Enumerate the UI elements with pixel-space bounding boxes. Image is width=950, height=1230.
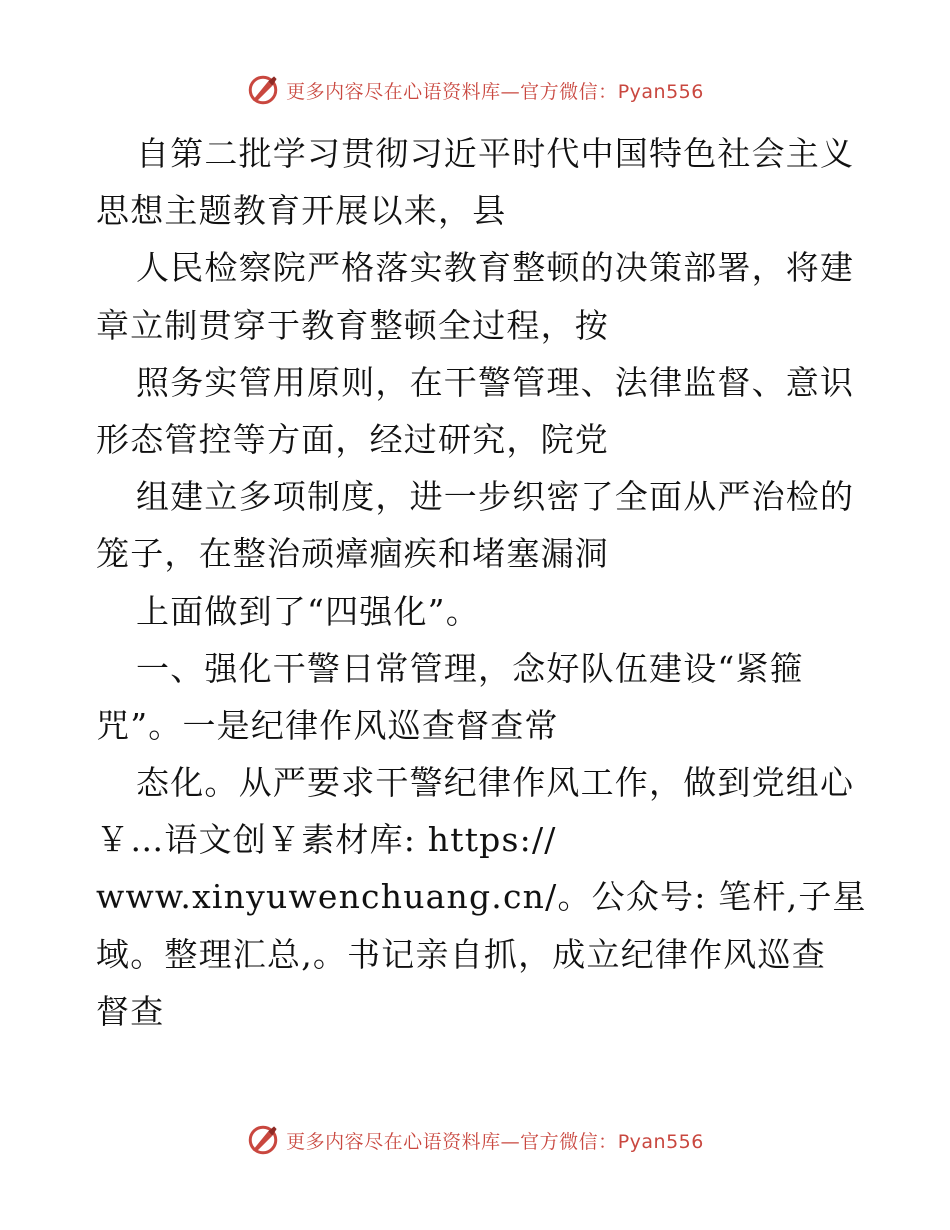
body-line: 思想主题教育开展以来，县 [96,191,507,231]
body-line: 域。整理汇总,。书记亲自抓，成立纪律作风巡查 [96,934,826,974]
footer-dash: — [500,1130,521,1153]
body-line: 人民检察院严格落实教育整顿的决策部署，将建 [136,248,855,288]
header-banner [0,70,950,110]
footer-banner [0,1120,950,1160]
body-line: 督查 [96,991,165,1031]
header-banner-text [286,77,704,104]
footer-banner-text [286,1127,704,1154]
footer-wechat-label: 官方微信： [520,1130,618,1153]
body-line: 形态管控等方面，经过研究，院党 [96,419,609,459]
body-line: 自第二批学习贯彻习近平时代中国特色社会主义 [136,134,855,173]
document-body [96,125,886,1040]
header-wechat-label: 官方微信： [520,80,618,103]
body-line: www.xinyuwenchuang.cn/。公众号: 笔杆,子星 [96,877,867,917]
footer-brand: 更多内容尽在心语资料库 [286,1130,501,1153]
body-line: 章立制贯穿于教育整顿全过程，按 [96,305,609,345]
header-account: Pyan556 [617,80,704,103]
body-line: 一、强化干警日常管理，念好队伍建设“紧箍 [136,648,804,688]
pen-nib-logo-icon [246,1123,280,1157]
header-brand: 更多内容尽在心语资料库 [286,80,501,103]
footer-account: Pyan556 [617,1130,704,1153]
pen-nib-logo-icon [246,73,280,107]
body-line: 咒”。一是纪律作风巡查督查常 [96,705,559,745]
body-line: ￥…语文创￥素材库: https:// [96,820,557,860]
body-line: 上面做到了“四强化”。 [136,591,480,631]
header-dash: — [500,80,521,103]
body-line: 照务实管用原则，在干警管理、法律监督、意识 [136,362,855,402]
body-line: 笼子，在整治顽瘴痼疾和堵塞漏洞 [96,534,609,574]
body-line: 态化。从严要求干警纪律作风工作，做到党组心 [136,763,855,803]
body-line: 组建立多项制度，进一步织密了全面从严治检的 [136,477,855,517]
